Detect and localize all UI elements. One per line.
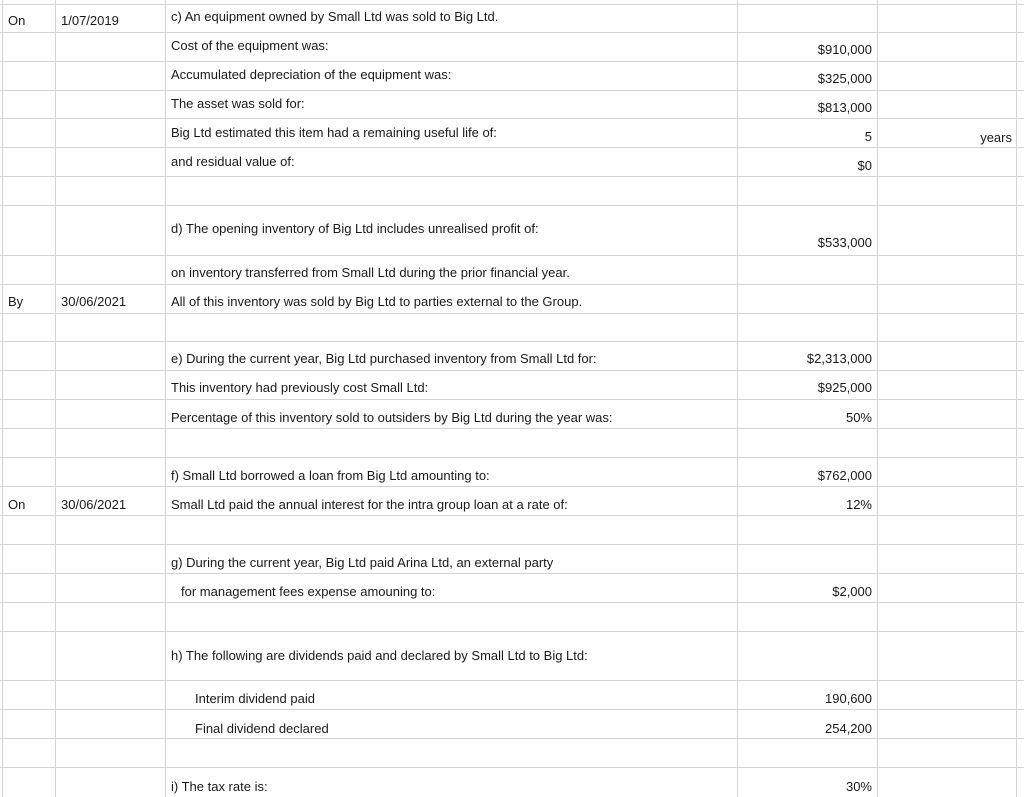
cell-col-a[interactable]: By <box>8 294 24 309</box>
grid-line <box>0 313 1024 314</box>
cell-value[interactable]: $2,000 <box>832 584 872 599</box>
grid-line <box>0 118 1024 119</box>
grid-line <box>0 255 1024 256</box>
cell-date[interactable]: 30/06/2021 <box>61 497 127 512</box>
cell-description[interactable]: e) During the current year, Big Ltd purchased inventory from Small Ltd for: <box>171 351 597 366</box>
grid-line <box>0 341 1024 342</box>
cell-col-a[interactable]: On <box>8 13 26 28</box>
cell-description[interactable]: i) The tax rate is: <box>171 779 268 794</box>
grid-line <box>0 515 1024 516</box>
grid-line <box>0 4 1024 5</box>
grid-line <box>0 90 1024 91</box>
cell-description[interactable]: This inventory had previously cost Small Ltd: <box>171 380 429 395</box>
grid-line <box>0 370 1024 371</box>
grid-line <box>0 176 1024 177</box>
grid-line <box>0 486 1024 487</box>
cell-description[interactable]: The asset was sold for: <box>171 96 305 111</box>
cell-value[interactable]: $0 <box>857 158 872 173</box>
cell-description[interactable]: d) The opening inventory of Big Ltd includes unrealised profit of: <box>171 221 539 236</box>
cell-date[interactable]: 30/06/2021 <box>61 294 127 309</box>
grid-line <box>0 457 1024 458</box>
cell-description[interactable]: Cost of the equipment was: <box>171 38 329 53</box>
cell-value[interactable]: $910,000 <box>817 42 872 57</box>
cell-description[interactable]: for management fees expense amouning to: <box>181 584 436 599</box>
cell-value[interactable]: 50% <box>845 410 872 425</box>
grid-line <box>0 544 1024 545</box>
cell-description[interactable]: g) During the current year, Big Ltd paid Arina Ltd, an external party <box>171 555 554 570</box>
cell-date[interactable]: 1/07/2019 <box>61 13 119 28</box>
grid-line <box>0 709 1024 710</box>
cell-value[interactable]: 254,200 <box>825 721 872 736</box>
cell-value[interactable]: $2,313,000 <box>806 351 872 366</box>
grid-line <box>0 428 1024 429</box>
cell-description[interactable]: Big Ltd estimated this item had a remaining useful life of: <box>171 125 497 140</box>
cell-description[interactable]: and residual value of: <box>171 154 295 169</box>
grid-line <box>0 61 1024 62</box>
cell-description[interactable]: on inventory transferred from Small Ltd during the prior financial year. <box>171 265 570 280</box>
grid-line <box>0 680 1024 681</box>
cell-value[interactable]: 190,600 <box>825 691 872 706</box>
grid-line <box>0 602 1024 603</box>
cell-value[interactable]: $762,000 <box>817 468 872 483</box>
cell-value[interactable]: 30% <box>845 779 872 794</box>
grid-line <box>0 573 1024 574</box>
cell-description[interactable]: Interim dividend paid <box>195 691 315 706</box>
cell-value[interactable]: 5 <box>864 129 872 144</box>
grid-line <box>0 147 1024 148</box>
grid-line <box>0 205 1024 206</box>
cell-value[interactable]: 12% <box>845 497 872 512</box>
cell-description[interactable]: c) An equipment owned by Small Ltd was sold to Big Ltd. <box>171 9 499 24</box>
grid-line <box>0 399 1024 400</box>
cell-description[interactable]: Accumulated depreciation of the equipment was: <box>171 67 452 82</box>
grid-line <box>0 738 1024 739</box>
cell-description[interactable]: h) The following are dividends paid and declared by Small Ltd to Big Ltd: <box>171 648 588 663</box>
cell-description[interactable]: Percentage of this inventory sold to outsiders by Big Ltd during the year was: <box>171 410 613 425</box>
cell-description[interactable]: Final dividend declared <box>195 721 329 736</box>
cell-description[interactable]: Small Ltd paid the annual interest for the intra group loan at a rate of: <box>171 497 568 512</box>
grid-line <box>0 284 1024 285</box>
cell-value[interactable]: $325,000 <box>817 71 872 86</box>
grid-line <box>0 767 1024 768</box>
cell-description[interactable]: f) Small Ltd borrowed a loan from Big Ltd amounting to: <box>171 468 490 483</box>
cell-unit[interactable]: years <box>980 130 1012 145</box>
cell-value[interactable]: $925,000 <box>817 380 872 395</box>
grid-line <box>0 631 1024 632</box>
cell-description[interactable]: All of this inventory was sold by Big Ltd to parties external to the Group. <box>171 294 583 309</box>
cell-value[interactable]: $533,000 <box>817 235 872 250</box>
grid-line <box>0 32 1024 33</box>
cell-value[interactable]: $813,000 <box>817 100 872 115</box>
cell-col-a[interactable]: On <box>8 497 26 512</box>
